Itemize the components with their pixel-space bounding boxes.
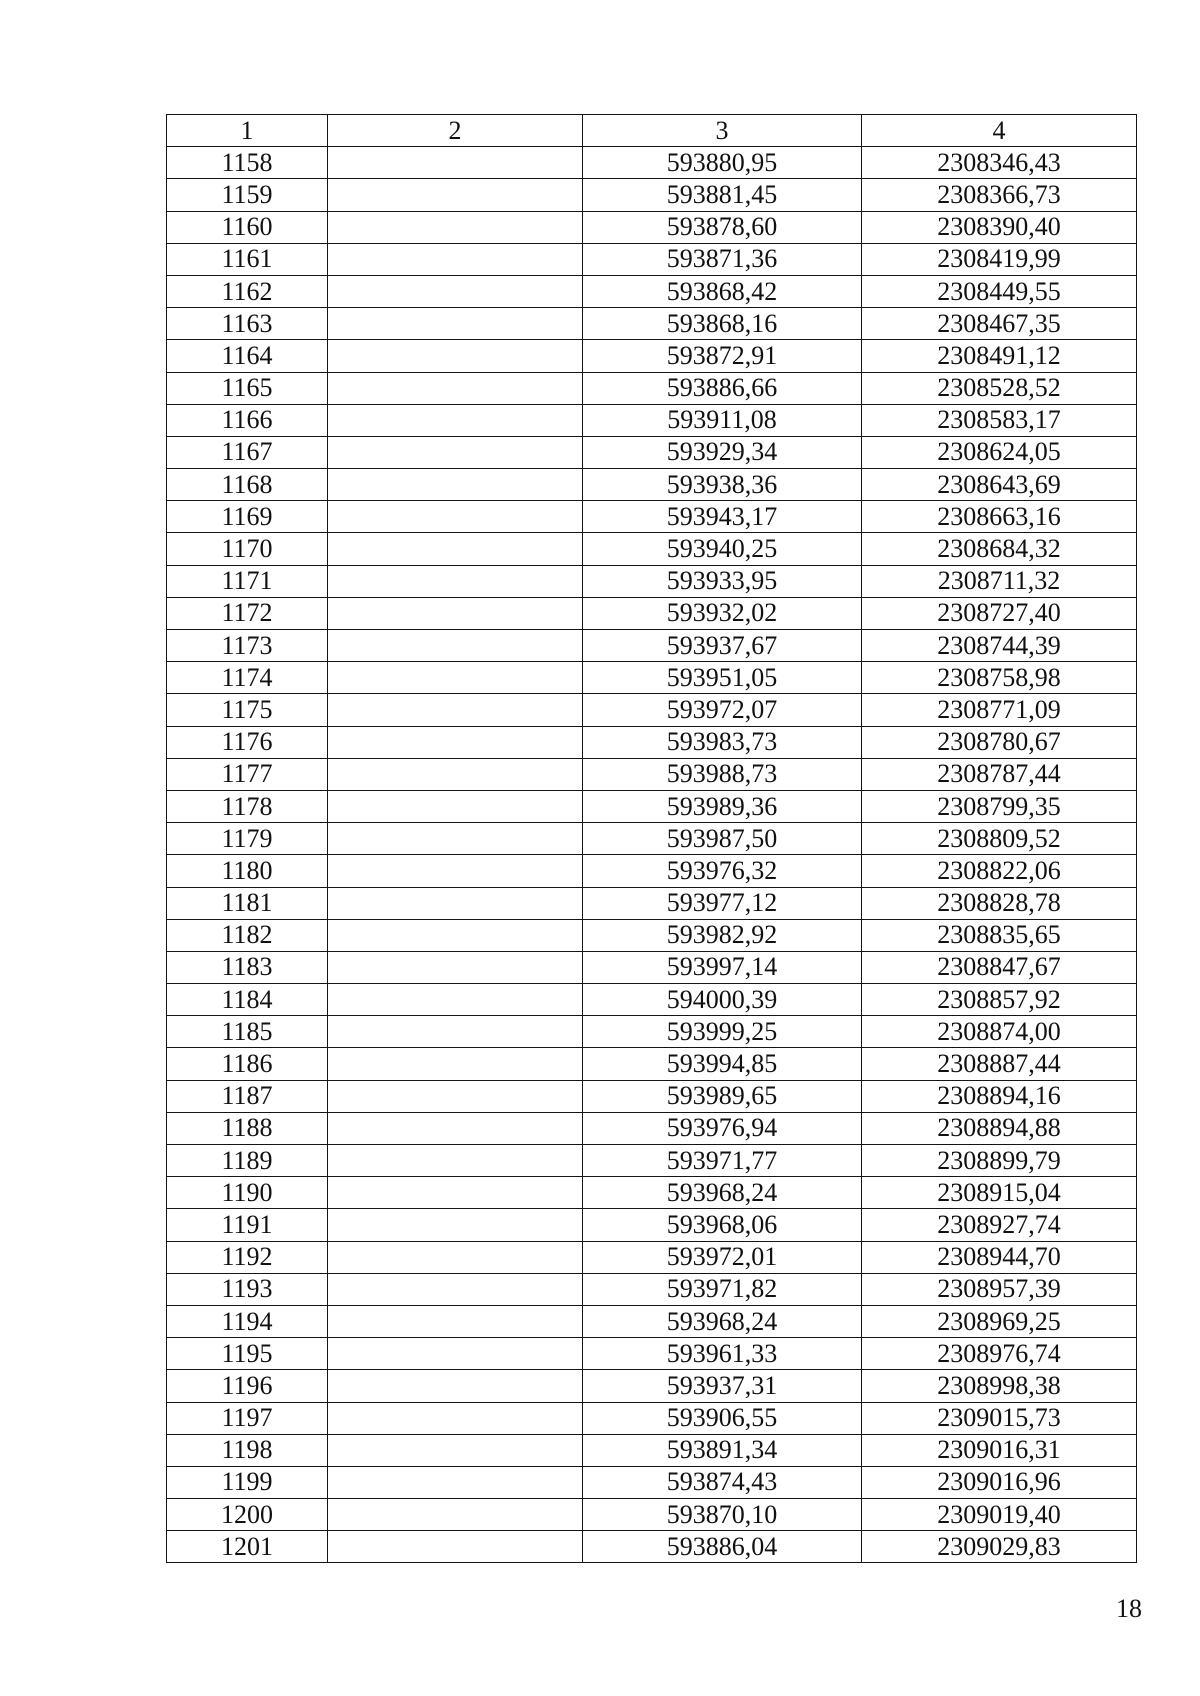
table-row	[167, 1112, 1137, 1144]
table-row	[167, 275, 1137, 307]
column-2-cell	[328, 533, 583, 565]
row-number-cell: 1178	[167, 790, 328, 822]
row-number-cell: 1163	[167, 308, 328, 340]
table-row	[167, 984, 1137, 1016]
table-row	[167, 436, 1137, 468]
column-4-cell: 2308491,12	[862, 340, 1137, 372]
column-4-cell: 2308927,74	[862, 1209, 1137, 1241]
column-3-cell: 593891,34	[583, 1434, 862, 1466]
row-number-cell: 1170	[167, 533, 328, 565]
column-4-cell: 2308822,06	[862, 855, 1137, 887]
column-2-cell	[328, 211, 583, 243]
column-4-cell: 2308894,16	[862, 1080, 1137, 1112]
row-number-cell: 1199	[167, 1466, 328, 1498]
column-3-cell: 593868,42	[583, 275, 862, 307]
row-number-cell: 1159	[167, 179, 328, 211]
table-row	[167, 243, 1137, 275]
table-row	[167, 1499, 1137, 1531]
column-2-cell	[328, 1241, 583, 1273]
table-row	[167, 501, 1137, 533]
column-4-cell: 2308894,88	[862, 1112, 1137, 1144]
table-row	[167, 1531, 1137, 1563]
column-4-cell: 2308346,43	[862, 147, 1137, 179]
table-row	[167, 1305, 1137, 1337]
table-row	[167, 179, 1137, 211]
column-2-cell	[328, 340, 583, 372]
column-3-cell: 593989,65	[583, 1080, 862, 1112]
column-4-cell: 2308828,78	[862, 887, 1137, 919]
column-2-cell	[328, 790, 583, 822]
column-3-cell: 593972,01	[583, 1241, 862, 1273]
table-row	[167, 211, 1137, 243]
table-row	[167, 147, 1137, 179]
column-2-cell	[328, 726, 583, 758]
column-4-cell: 2308998,38	[862, 1370, 1137, 1402]
column-3-cell: 593937,31	[583, 1370, 862, 1402]
column-3-cell: 593988,73	[583, 758, 862, 790]
column-3-cell: 593994,85	[583, 1048, 862, 1080]
row-number-cell: 1177	[167, 758, 328, 790]
header-row	[167, 115, 1137, 147]
column-3-cell: 593982,92	[583, 919, 862, 951]
column-3-cell: 593997,14	[583, 951, 862, 983]
data-table	[166, 114, 1137, 1563]
table-row	[167, 630, 1137, 662]
table-row	[167, 1080, 1137, 1112]
column-2-cell	[328, 887, 583, 919]
table-row	[167, 1402, 1137, 1434]
column-2-cell	[328, 404, 583, 436]
column-2-cell	[328, 1499, 583, 1531]
column-2-cell	[328, 1466, 583, 1498]
column-3-cell: 593968,24	[583, 1177, 862, 1209]
row-number-cell: 1158	[167, 147, 328, 179]
column-3-cell: 593977,12	[583, 887, 862, 919]
table-row	[167, 1016, 1137, 1048]
column-4-cell: 2308799,35	[862, 790, 1137, 822]
column-3-cell: 593874,43	[583, 1466, 862, 1498]
column-3-cell: 593951,05	[583, 662, 862, 694]
column-4-cell: 2308583,17	[862, 404, 1137, 436]
column-4-cell: 2308847,67	[862, 951, 1137, 983]
row-number-cell: 1189	[167, 1145, 328, 1177]
column-3-cell: 593968,06	[583, 1209, 862, 1241]
row-number-cell: 1172	[167, 597, 328, 629]
column-3-cell: 593868,16	[583, 308, 862, 340]
table-row	[167, 1177, 1137, 1209]
column-2-cell	[328, 1273, 583, 1305]
column-4-cell: 2308887,44	[862, 1048, 1137, 1080]
row-number-cell: 1194	[167, 1305, 328, 1337]
column-3-cell: 593976,32	[583, 855, 862, 887]
table-row	[167, 887, 1137, 919]
table-row	[167, 790, 1137, 822]
row-number-cell: 1164	[167, 340, 328, 372]
row-number-cell: 1184	[167, 984, 328, 1016]
column-4-cell: 2308835,65	[862, 919, 1137, 951]
table-row	[167, 855, 1137, 887]
column-3-cell: 593968,24	[583, 1305, 862, 1337]
row-number-cell: 1182	[167, 919, 328, 951]
table-header	[167, 115, 1137, 147]
column-2-cell	[328, 1080, 583, 1112]
column-3-cell: 593999,25	[583, 1016, 862, 1048]
row-number-cell: 1175	[167, 694, 328, 726]
table-row	[167, 1466, 1137, 1498]
row-number-cell: 1181	[167, 887, 328, 919]
page-number: 18	[1116, 1594, 1142, 1623]
row-number-cell: 1192	[167, 1241, 328, 1273]
column-4-cell: 2308787,44	[862, 758, 1137, 790]
row-number-cell: 1167	[167, 436, 328, 468]
column-4-cell: 2309016,96	[862, 1466, 1137, 1498]
table-row	[167, 565, 1137, 597]
column-3-cell: 593929,34	[583, 436, 862, 468]
column-2-cell	[328, 694, 583, 726]
row-number-cell: 1191	[167, 1209, 328, 1241]
column-2-cell	[328, 469, 583, 501]
column-3-cell: 593911,08	[583, 404, 862, 436]
table-row	[167, 1209, 1137, 1241]
column-2-cell	[328, 1112, 583, 1144]
column-4-cell: 2308771,09	[862, 694, 1137, 726]
table-body	[167, 147, 1137, 1563]
column-3-cell: 593987,50	[583, 823, 862, 855]
table-row	[167, 662, 1137, 694]
table-row	[167, 919, 1137, 951]
column-4-cell: 2308944,70	[862, 1241, 1137, 1273]
row-number-cell: 1201	[167, 1531, 328, 1563]
column-2-cell	[328, 1370, 583, 1402]
column-4-cell: 2308780,67	[862, 726, 1137, 758]
column-4-cell: 2309019,40	[862, 1499, 1137, 1531]
column-4-cell: 2308390,40	[862, 211, 1137, 243]
column-2-cell	[328, 243, 583, 275]
column-2-cell	[328, 1434, 583, 1466]
column-2-cell	[328, 1048, 583, 1080]
column-2-cell	[328, 308, 583, 340]
column-4-cell: 2308976,74	[862, 1338, 1137, 1370]
column-2-cell	[328, 1531, 583, 1563]
table-row	[167, 340, 1137, 372]
column-2-cell	[328, 1209, 583, 1241]
column-2-cell	[328, 1016, 583, 1048]
row-number-cell: 1197	[167, 1402, 328, 1434]
row-number-cell: 1195	[167, 1338, 328, 1370]
table-row	[167, 1048, 1137, 1080]
column-4-cell: 2308366,73	[862, 179, 1137, 211]
row-number-cell: 1169	[167, 501, 328, 533]
column-3-cell: 593971,82	[583, 1273, 862, 1305]
column-2-cell	[328, 1177, 583, 1209]
row-number-cell: 1188	[167, 1112, 328, 1144]
row-number-cell: 1179	[167, 823, 328, 855]
column-2-cell	[328, 147, 583, 179]
column-2-cell	[328, 1402, 583, 1434]
column-4-cell: 2308467,35	[862, 308, 1137, 340]
row-number-cell: 1185	[167, 1016, 328, 1048]
column-3-cell: 593937,67	[583, 630, 862, 662]
row-number-cell: 1198	[167, 1434, 328, 1466]
column-2-cell	[328, 436, 583, 468]
column-3-cell: 593881,45	[583, 179, 862, 211]
column-2-cell	[328, 565, 583, 597]
table-row	[167, 726, 1137, 758]
column-2-cell	[328, 597, 583, 629]
column-4-cell: 2309016,31	[862, 1434, 1137, 1466]
column-3-cell: 593932,02	[583, 597, 862, 629]
column-3-cell: 593886,66	[583, 372, 862, 404]
column-2-cell	[328, 855, 583, 887]
row-number-cell: 1171	[167, 565, 328, 597]
table-row	[167, 694, 1137, 726]
row-number-cell: 1165	[167, 372, 328, 404]
column-3-cell: 593872,91	[583, 340, 862, 372]
column-2-cell	[328, 984, 583, 1016]
column-4-cell: 2308915,04	[862, 1177, 1137, 1209]
column-2-cell	[328, 951, 583, 983]
table-row	[167, 823, 1137, 855]
row-number-cell: 1168	[167, 469, 328, 501]
table-row	[167, 1145, 1137, 1177]
column-4-cell: 2308874,00	[862, 1016, 1137, 1048]
column-4-cell: 2308857,92	[862, 984, 1137, 1016]
column-3-cell: 593940,25	[583, 533, 862, 565]
table-row	[167, 1241, 1137, 1273]
column-3-cell: 593961,33	[583, 1338, 862, 1370]
column-4-cell: 2308528,52	[862, 372, 1137, 404]
row-number-cell: 1193	[167, 1273, 328, 1305]
column-2-cell	[328, 919, 583, 951]
column-4-cell: 2309015,73	[862, 1402, 1137, 1434]
column-2-cell	[328, 275, 583, 307]
column-3-cell: 593983,73	[583, 726, 862, 758]
column-3-cell: 594000,39	[583, 984, 862, 1016]
column-4-cell: 2308663,16	[862, 501, 1137, 533]
table-row	[167, 308, 1137, 340]
column-3-cell: 593989,36	[583, 790, 862, 822]
table-row	[167, 597, 1137, 629]
row-number-cell: 1180	[167, 855, 328, 887]
column-4-cell: 2308758,98	[862, 662, 1137, 694]
table-row	[167, 1434, 1137, 1466]
column-2-cell	[328, 662, 583, 694]
column-2-cell	[328, 758, 583, 790]
column-4-cell: 2308969,25	[862, 1305, 1137, 1337]
row-number-cell: 1186	[167, 1048, 328, 1080]
table-row	[167, 1273, 1137, 1305]
column-4-cell: 2308727,40	[862, 597, 1137, 629]
table-row	[167, 469, 1137, 501]
column-4-cell: 2309029,83	[862, 1531, 1137, 1563]
column-2-cell	[328, 501, 583, 533]
row-number-cell: 1160	[167, 211, 328, 243]
column-4-cell: 2308744,39	[862, 630, 1137, 662]
column-4-cell: 2308449,55	[862, 275, 1137, 307]
table-row	[167, 758, 1137, 790]
column-2-cell	[328, 630, 583, 662]
table-row	[167, 1370, 1137, 1402]
column-3-cell: 593972,07	[583, 694, 862, 726]
row-number-cell: 1173	[167, 630, 328, 662]
column-2-cell	[328, 823, 583, 855]
column-4-cell: 2308419,99	[862, 243, 1137, 275]
table-row	[167, 951, 1137, 983]
column-3-cell: 593878,60	[583, 211, 862, 243]
column-4-cell: 2308957,39	[862, 1273, 1137, 1305]
row-number-cell: 1161	[167, 243, 328, 275]
column-4-cell: 2308711,32	[862, 565, 1137, 597]
row-number-cell: 1162	[167, 275, 328, 307]
table-row	[167, 1338, 1137, 1370]
column-4-cell: 2308899,79	[862, 1145, 1137, 1177]
column-3-cell: 593933,95	[583, 565, 862, 597]
column-4-cell: 2308809,52	[862, 823, 1137, 855]
column-2-cell	[328, 1338, 583, 1370]
column-2-cell	[328, 179, 583, 211]
row-number-cell: 1166	[167, 404, 328, 436]
header-cell-3: 3	[583, 115, 862, 147]
row-number-cell: 1190	[167, 1177, 328, 1209]
row-number-cell: 1187	[167, 1080, 328, 1112]
column-3-cell: 593971,77	[583, 1145, 862, 1177]
table-row	[167, 533, 1137, 565]
column-2-cell	[328, 1305, 583, 1337]
header-cell-4: 4	[862, 115, 1137, 147]
column-3-cell: 593886,04	[583, 1531, 862, 1563]
table-row	[167, 372, 1137, 404]
column-3-cell: 593880,95	[583, 147, 862, 179]
row-number-cell: 1196	[167, 1370, 328, 1402]
column-2-cell	[328, 372, 583, 404]
column-3-cell: 593870,10	[583, 1499, 862, 1531]
row-number-cell: 1200	[167, 1499, 328, 1531]
column-4-cell: 2308624,05	[862, 436, 1137, 468]
column-3-cell: 593906,55	[583, 1402, 862, 1434]
column-3-cell: 593976,94	[583, 1112, 862, 1144]
column-3-cell: 593938,36	[583, 469, 862, 501]
header-cell-2: 2	[328, 115, 583, 147]
row-number-cell: 1174	[167, 662, 328, 694]
row-number-cell: 1176	[167, 726, 328, 758]
table-row	[167, 404, 1137, 436]
column-4-cell: 2308684,32	[862, 533, 1137, 565]
row-number-cell: 1183	[167, 951, 328, 983]
column-3-cell: 593943,17	[583, 501, 862, 533]
column-4-cell: 2308643,69	[862, 469, 1137, 501]
header-cell-1: 1	[167, 115, 328, 147]
column-3-cell: 593871,36	[583, 243, 862, 275]
column-2-cell	[328, 1145, 583, 1177]
